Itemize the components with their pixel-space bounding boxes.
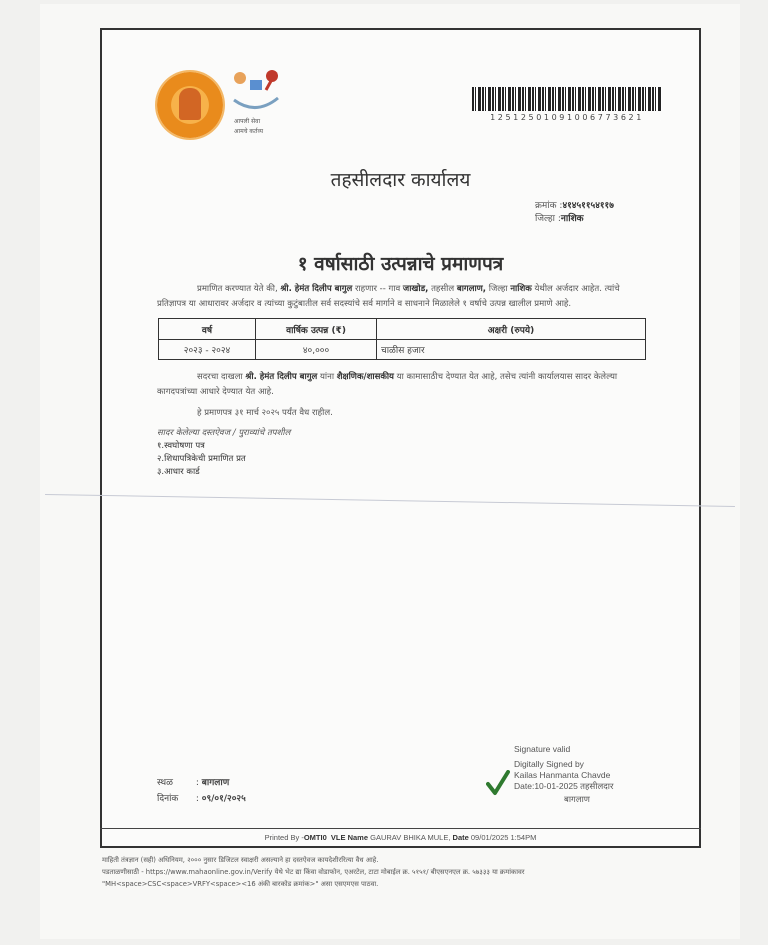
logo-text: आमचे कर्तव्य	[234, 128, 263, 135]
certificate-title: १ वर्षासाठी उत्पन्नाचे प्रमाणपत्र	[297, 253, 504, 275]
printed-by-line: Printed By -OMTI0 VLE Name GAURAV BHIKA MULE, Date 09/01/2025 1:54PM	[264, 833, 537, 842]
table-header-row	[159, 319, 646, 340]
purpose-paragraph: सदरचा दाखला श्री. हेमंत दिलीप बागुल यांना शैक्षणिक/शासकीय या कामासाठीच देण्यात येत आहे, तसेच त्यांनी कार्यालयास सादर केलेल्या कागदपत्रांच्या आधारे देण्यात येत आहे.	[157, 372, 618, 397]
signing-office: बागलाण	[564, 794, 590, 804]
date-label: दिनांक	[157, 794, 179, 804]
column-header: वर्ष	[159, 319, 256, 340]
barcode	[472, 87, 662, 111]
aaple-sarkar-logo	[230, 68, 282, 140]
documents-list	[157, 427, 647, 479]
table-row	[159, 340, 646, 360]
footer-line: माहिती तंत्रज्ञान (सही) अधिनियम, २००० नुसार डिजिटल स्वाक्षरी असल्याने हा दस्तऐवज कायदेशीररित्या वैध आहे.	[102, 856, 379, 864]
signature-date: Date:10-01-2025	[514, 781, 578, 791]
maharashtra-seal-logo	[157, 72, 223, 138]
list-item: २.शिधापत्रिकेची प्रमाणित प्रत	[157, 454, 246, 464]
signature-valid-check-icon	[486, 770, 510, 796]
district-value: नाशिक	[560, 214, 584, 224]
signature-valid-text: Signature valid	[514, 744, 571, 754]
certificate-body	[157, 282, 647, 479]
district-label: जिल्हा :	[535, 214, 561, 224]
verification-footer	[102, 854, 712, 890]
signer-name: Kailas Hanmanta Chavde	[514, 770, 611, 780]
column-header: वार्षिक उत्पन्न (₹)	[256, 319, 377, 340]
signed-by-label: Digitally Signed by	[514, 759, 584, 769]
documents-heading: सादर केलेल्या दस्तऐवज / पुराव्यांचे तपशील	[157, 428, 291, 438]
barcode-number: 12512501091006773621	[490, 113, 644, 122]
intro-paragraph: प्रमाणित करण्यात येते की, श्री. हेमंत दिलीप बागुल राहणार -- गाव जाखोड, तहसील बागलाण, जिल्हा नाशिक येथील अर्जदार आहेत. त्यांचे प्रतिज्ञापत्र या आधारावर अर्जदार व त्यांच्या कुटुंबातील सर्व सदस्यांचे सर्व मार्गाने व साधनाने मिळालेले १ वर्षाचे उत्पन्न खालील प्रमाणे आहे.	[157, 284, 620, 309]
list-item: १.स्वघोषणा पत्र	[157, 441, 205, 451]
year-cell: २०२३ - २०२४	[159, 340, 256, 360]
logo-text: आपली सेवा	[234, 118, 261, 125]
office-title: तहसीलदार कार्यालय	[330, 169, 471, 191]
place-value: बागलाण	[201, 778, 230, 788]
column-header: अक्षरी (रुपये)	[377, 319, 646, 340]
digital-signature-block	[514, 744, 613, 805]
date-value: ०९/०१/२०२५	[201, 794, 246, 804]
kramank-value: ४१४५११५४११७	[562, 201, 614, 211]
designation: तहसीलदार	[580, 781, 614, 791]
income-words-cell: चाळीस हजार	[377, 340, 646, 360]
validity-text: हे प्रमाणपत्र ३१ मार्च २०२५ पर्यंत वैध राहील.	[197, 408, 333, 418]
list-item: ३.आधार कार्ड	[157, 467, 200, 477]
kramank-label: क्रमांक :	[535, 201, 563, 211]
divider	[100, 828, 701, 829]
footer-line: पडताळणीसाठी - https://www.mahaonline.gov.in/Verify येथे भेट द्या किंवा वोडाफोन, एअरटेल, टाटा मोबाईल क्र. ५१५१/ बीएसएनएल क्र. ५७३३३ या क्रमांकावर	[102, 868, 525, 876]
reference-block	[535, 200, 614, 226]
income-table	[158, 318, 646, 360]
place-date-block: स्थळ : बागलाण दिनांक : ०९/०१/२०२५	[157, 775, 246, 807]
place-label: स्थळ	[157, 778, 173, 788]
footer-line: "MH<space>CSC<space>VRFY<space><16 अंकी बारकोड क्रमांक>" असा एसएमएस पाठवा.	[102, 880, 379, 888]
income-cell: ४०,०००	[256, 340, 377, 360]
